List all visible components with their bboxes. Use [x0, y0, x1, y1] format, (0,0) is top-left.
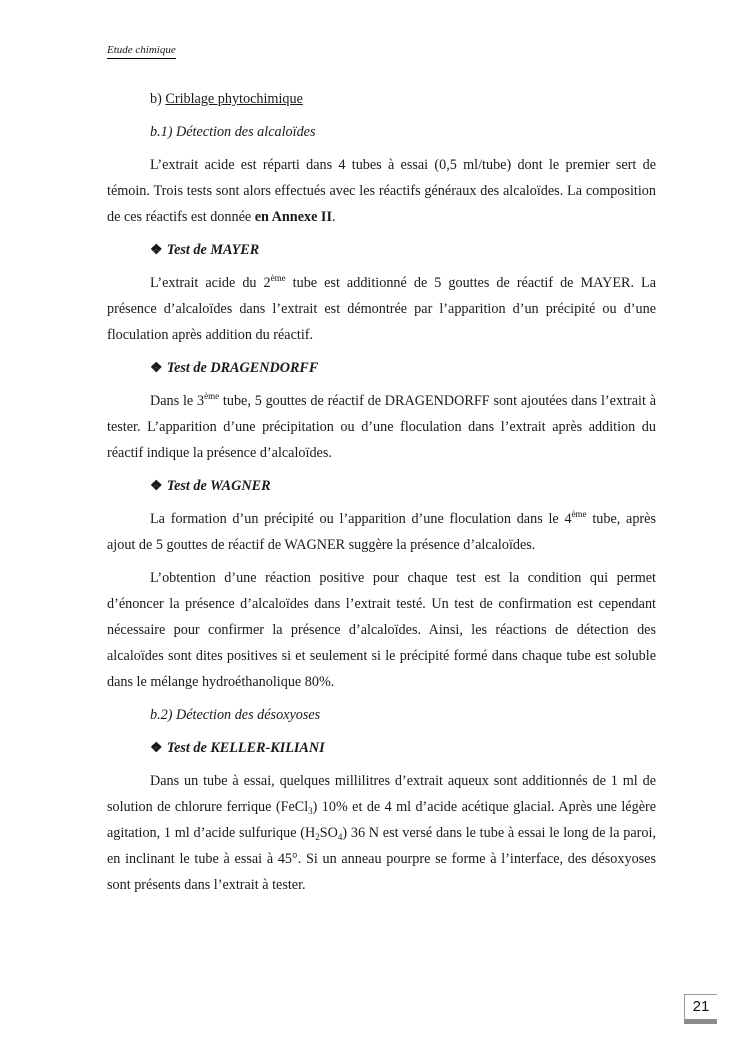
paragraph-wagner: La formation d’un précipité ou l’apparition d’une floculation dans le 4ème tube, après ajout de 5 gouttes de réactif de WAGNER suggère la présence d’alcaloïdes.: [107, 509, 656, 553]
subsection-heading-b2: b.2) Détection des désoxyoses: [150, 707, 321, 723]
test-heading-wagner: ❖ Test de WAGNER: [150, 478, 271, 494]
running-header: Etude chimique: [107, 44, 176, 59]
page-content: [107, 86, 656, 905]
subsection-heading-b1: b.1) Détection des alcaloïdes: [150, 124, 316, 140]
paragraph-mayer: L’extrait acide du 2ème tube est additionné de 5 gouttes de réactif de MAYER. La présence d’alcaloïdes dans l’extrait est démontrée par l’apparition d’un précipité ou d’une floculation après addition du réactif.: [107, 273, 656, 343]
test-heading-mayer: ❖ Test de MAYER: [150, 242, 260, 258]
page-number: 21: [684, 994, 717, 1021]
section-title: Criblage phytochimique: [165, 91, 303, 107]
test-heading-keller-kiliani: ❖ Test de KELLER-KILIANI: [150, 740, 325, 756]
section-label: b): [150, 91, 162, 107]
page-number-underline: [684, 1019, 717, 1024]
paragraph-intro: L’extrait acide est réparti dans 4 tubes à essai (0,5 ml/tube) dont le premier sert de témoin. Trois tests sont alors effectués avec les réactifs généraux des alcaloïdes. La composition de ces réactifs est donnée en Annexe II.: [107, 157, 656, 225]
diamond-bullet-icon: ❖: [150, 242, 163, 258]
annex-reference: en Annexe II: [254, 209, 332, 225]
diamond-bullet-icon: ❖: [150, 740, 163, 756]
paragraph-keller-kiliani: Dans un tube à essai, quelques millilitres d’extrait aqueux sont additionnés de 1 ml de solution de chlorure ferrique (FeCl$_3$) 10% et de 4 ml d’acide acétique glacial. Après une légère agitation, 1 ml d’acide sulfurique $(H_2SO_4)$ 36 N est versé dans le tube à essai le long de la paroi, en inclinant le tube à essai à 45°. Si un anneau pourpre se forme à l’interface, des désoxyoses sont présents dans l’extrait à tester.: [107, 773, 657, 893]
diamond-bullet-icon: ❖: [150, 360, 163, 376]
section-heading-b: [107, 86, 656, 112]
test-heading-dragendorff: ❖ Test de DRAGENDORFF: [150, 360, 319, 376]
paragraph-conclusion: L’obtention d’une réaction positive pour chaque test est la condition qui permet d’énoncer la présence d’alcaloïdes dans l’extrait testé. Un test de confirmation est cependant nécessaire pour confirmer la présence d’alcaloïdes. Ainsi, les réactions de détection des alcaloïdes sont dites positives si et seulement si le précipité formé dans chaque tube est soluble dans le mélange hydroéthanolique 80%.: [107, 570, 656, 690]
paragraph-dragendorff: Dans le 3ème tube, 5 gouttes de réactif de DRAGENDORFF sont ajoutées dans l’extrait à tester. L’apparition d’une précipitation ou d’une floculation dans l’extrait après addition du réactif indique la présence d’alcaloïdes.: [107, 391, 656, 461]
diamond-bullet-icon: ❖: [150, 478, 163, 494]
